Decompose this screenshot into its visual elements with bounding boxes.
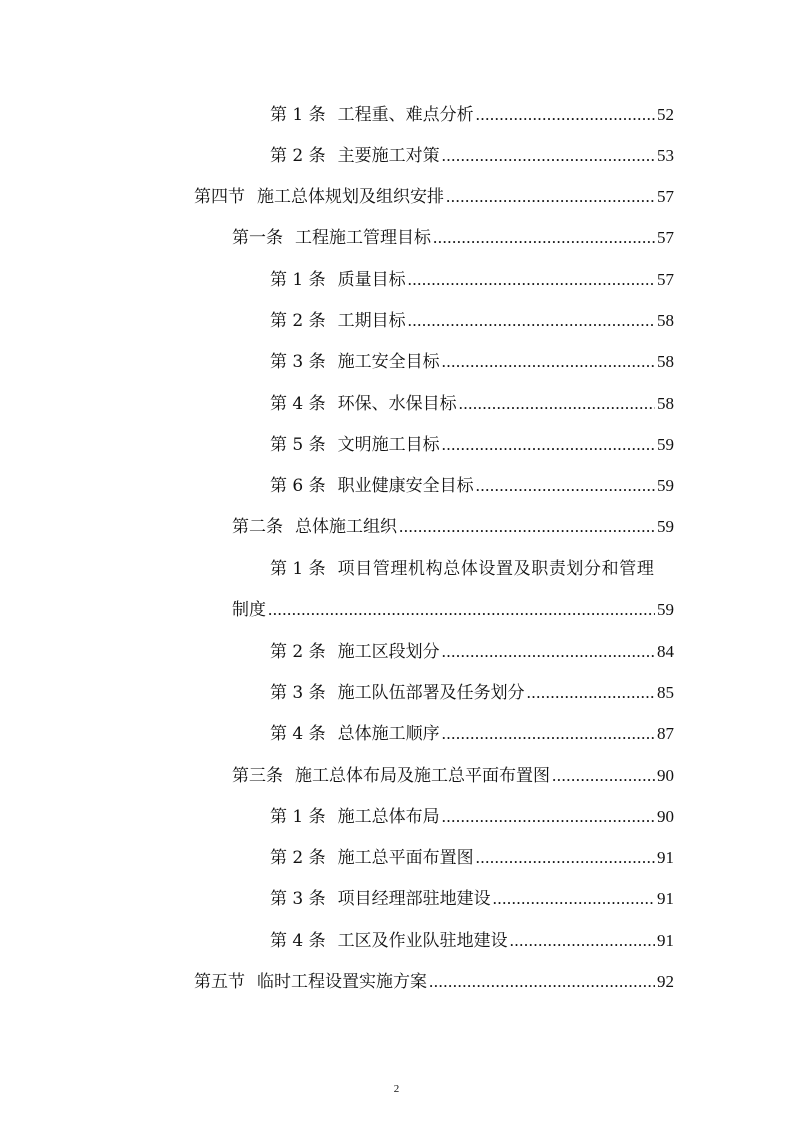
- toc-entry[interactable]: [270, 96, 674, 126]
- dot-leader: [442, 641, 655, 663]
- toc-entry-title: 总体施工顺序: [337, 724, 440, 744]
- toc-entry[interactable]: [270, 674, 674, 704]
- toc-entry[interactable]: [270, 798, 674, 828]
- toc-entry-number: 第 2 条: [270, 146, 326, 166]
- page-number: 2: [393, 1083, 400, 1095]
- toc-entry-number: 第 1 条: [270, 807, 326, 827]
- dot-leader: [442, 351, 655, 373]
- dot-leader: [459, 393, 655, 415]
- toc-entry-page: 91: [657, 848, 674, 867]
- toc-entry-page: 84: [657, 642, 674, 661]
- dot-leader: [268, 599, 655, 621]
- toc-entry-page: 91: [657, 889, 674, 908]
- toc-entry-page: 87: [657, 724, 674, 743]
- toc-entry-page: 92: [657, 972, 674, 991]
- toc-entry[interactable]: [270, 302, 674, 332]
- dot-leader: [446, 186, 655, 208]
- toc-entry-title: 总体施工组织: [295, 517, 397, 537]
- toc-entry[interactable]: [270, 385, 674, 415]
- toc-entry-page: 59: [657, 517, 674, 536]
- dot-leader: [527, 682, 655, 704]
- toc-entry-title: 施工总平面布置图: [337, 848, 474, 868]
- toc-entry-page: 91: [657, 931, 674, 950]
- toc-entry-number: 第 3 条: [270, 889, 326, 909]
- toc-entry-title: 施工总体布局及施工总平面布置图: [295, 766, 550, 786]
- toc-entry-title: 施工队伍部署及任务划分: [337, 683, 525, 703]
- toc-entry-title: 施工安全目标: [337, 352, 440, 372]
- toc-entry-page: 57: [657, 228, 674, 247]
- dot-leader: [442, 723, 655, 745]
- toc-entry-number: 第 2 条: [270, 311, 326, 331]
- toc-entry[interactable]: [270, 137, 674, 167]
- toc-entry-page: 90: [657, 807, 674, 826]
- dot-leader: [493, 888, 655, 910]
- toc-entry[interactable]: [270, 715, 674, 745]
- toc-entry-number: 第三条: [232, 766, 283, 786]
- toc-entry-title: 工程施工管理目标: [295, 228, 431, 248]
- toc-entry-number: 第 1 条: [270, 559, 326, 579]
- toc-entry-page: 58: [657, 311, 674, 330]
- toc-entry-page: 52: [657, 105, 674, 124]
- toc-entry-number: 第二条: [232, 517, 283, 537]
- dot-leader: [476, 475, 655, 497]
- toc-entry[interactable]: [232, 757, 674, 787]
- toc-entry[interactable]: [270, 550, 672, 580]
- toc-entry-number: 第五节: [194, 972, 245, 992]
- toc-entry-number: 第 4 条: [270, 724, 326, 744]
- toc-entry[interactable]: [270, 633, 674, 663]
- toc-entry-title: 工程重、难点分析: [337, 105, 474, 125]
- dot-leader: [408, 310, 655, 332]
- toc-entry-continuation[interactable]: [232, 591, 674, 621]
- toc-entry-number: 第四节: [194, 187, 245, 207]
- toc-entry-title: 环保、水保目标: [337, 394, 457, 414]
- toc-entry-title: 主要施工对策: [337, 146, 440, 166]
- toc-entry-number: 第 4 条: [270, 931, 326, 951]
- toc-entry-title: 施工总体布局: [337, 807, 440, 827]
- toc-entry-number: 第一条: [232, 228, 283, 248]
- toc-entry-page: 57: [657, 187, 674, 206]
- dot-leader: [552, 765, 655, 787]
- toc-entry[interactable]: [270, 343, 674, 373]
- dot-leader: [399, 516, 655, 538]
- toc-entry-number: 第 3 条: [270, 683, 326, 703]
- toc-entry-number: 第 5 条: [270, 435, 326, 455]
- dot-leader: [429, 971, 655, 993]
- toc-entry-page: 57: [657, 270, 674, 289]
- toc-entry-title: 施工区段划分: [337, 642, 440, 662]
- toc-entry[interactable]: [270, 426, 674, 456]
- dot-leader: [476, 104, 655, 126]
- toc-entry[interactable]: [270, 839, 674, 869]
- toc-entry-title: 文明施工目标: [337, 435, 440, 455]
- toc-entry[interactable]: [194, 963, 674, 993]
- toc-entry-title: 工期目标: [337, 311, 406, 331]
- toc-entry-number: 第 6 条: [270, 476, 326, 496]
- toc-entry-page: 85: [657, 683, 674, 702]
- toc-entry-page: 90: [657, 766, 674, 785]
- toc-entry-page: 53: [657, 146, 674, 165]
- toc-entry-title: 制度: [232, 600, 266, 620]
- dot-leader: [408, 269, 655, 291]
- toc-entry-title: 工区及作业队驻地建设: [337, 931, 508, 951]
- toc-entry[interactable]: [270, 922, 674, 952]
- toc-entry-page: 59: [657, 600, 674, 619]
- toc-entry-number: 第 2 条: [270, 642, 326, 662]
- dot-leader: [442, 434, 655, 456]
- toc-entry[interactable]: [270, 261, 674, 291]
- dot-leader: [442, 806, 655, 828]
- toc-entry-number: 第 1 条: [270, 105, 326, 125]
- toc-entry-number: 第 2 条: [270, 848, 326, 868]
- toc-entry-page: 59: [657, 476, 674, 495]
- toc-entry-number: 第 4 条: [270, 394, 326, 414]
- toc-entry-page: 59: [657, 435, 674, 454]
- toc-entry-title: 临时工程设置实施方案: [257, 972, 427, 992]
- toc-entry[interactable]: [270, 467, 674, 497]
- toc-entry-title: 质量目标: [337, 270, 406, 290]
- toc-entry-number: 第 1 条: [270, 270, 326, 290]
- toc-entry-page: 58: [657, 394, 674, 413]
- toc-entry-title: 职业健康安全目标: [337, 476, 474, 496]
- toc-entry-title: 项目管理机构总体设置及职责划分和管理: [337, 559, 655, 579]
- toc-entry-number: 第 3 条: [270, 352, 326, 372]
- toc-entry[interactable]: [194, 178, 674, 208]
- toc-entry-page: 58: [657, 352, 674, 371]
- dot-leader: [476, 847, 655, 869]
- toc-entry[interactable]: [232, 219, 674, 249]
- toc-entry[interactable]: [232, 508, 674, 538]
- toc-entry-title: 项目经理部驻地建设: [337, 889, 491, 909]
- toc-entry-title: 施工总体规划及组织安排: [257, 187, 444, 207]
- dot-leader: [433, 227, 655, 249]
- dot-leader: [442, 145, 655, 167]
- dot-leader: [510, 930, 655, 952]
- toc-entry[interactable]: [270, 880, 674, 910]
